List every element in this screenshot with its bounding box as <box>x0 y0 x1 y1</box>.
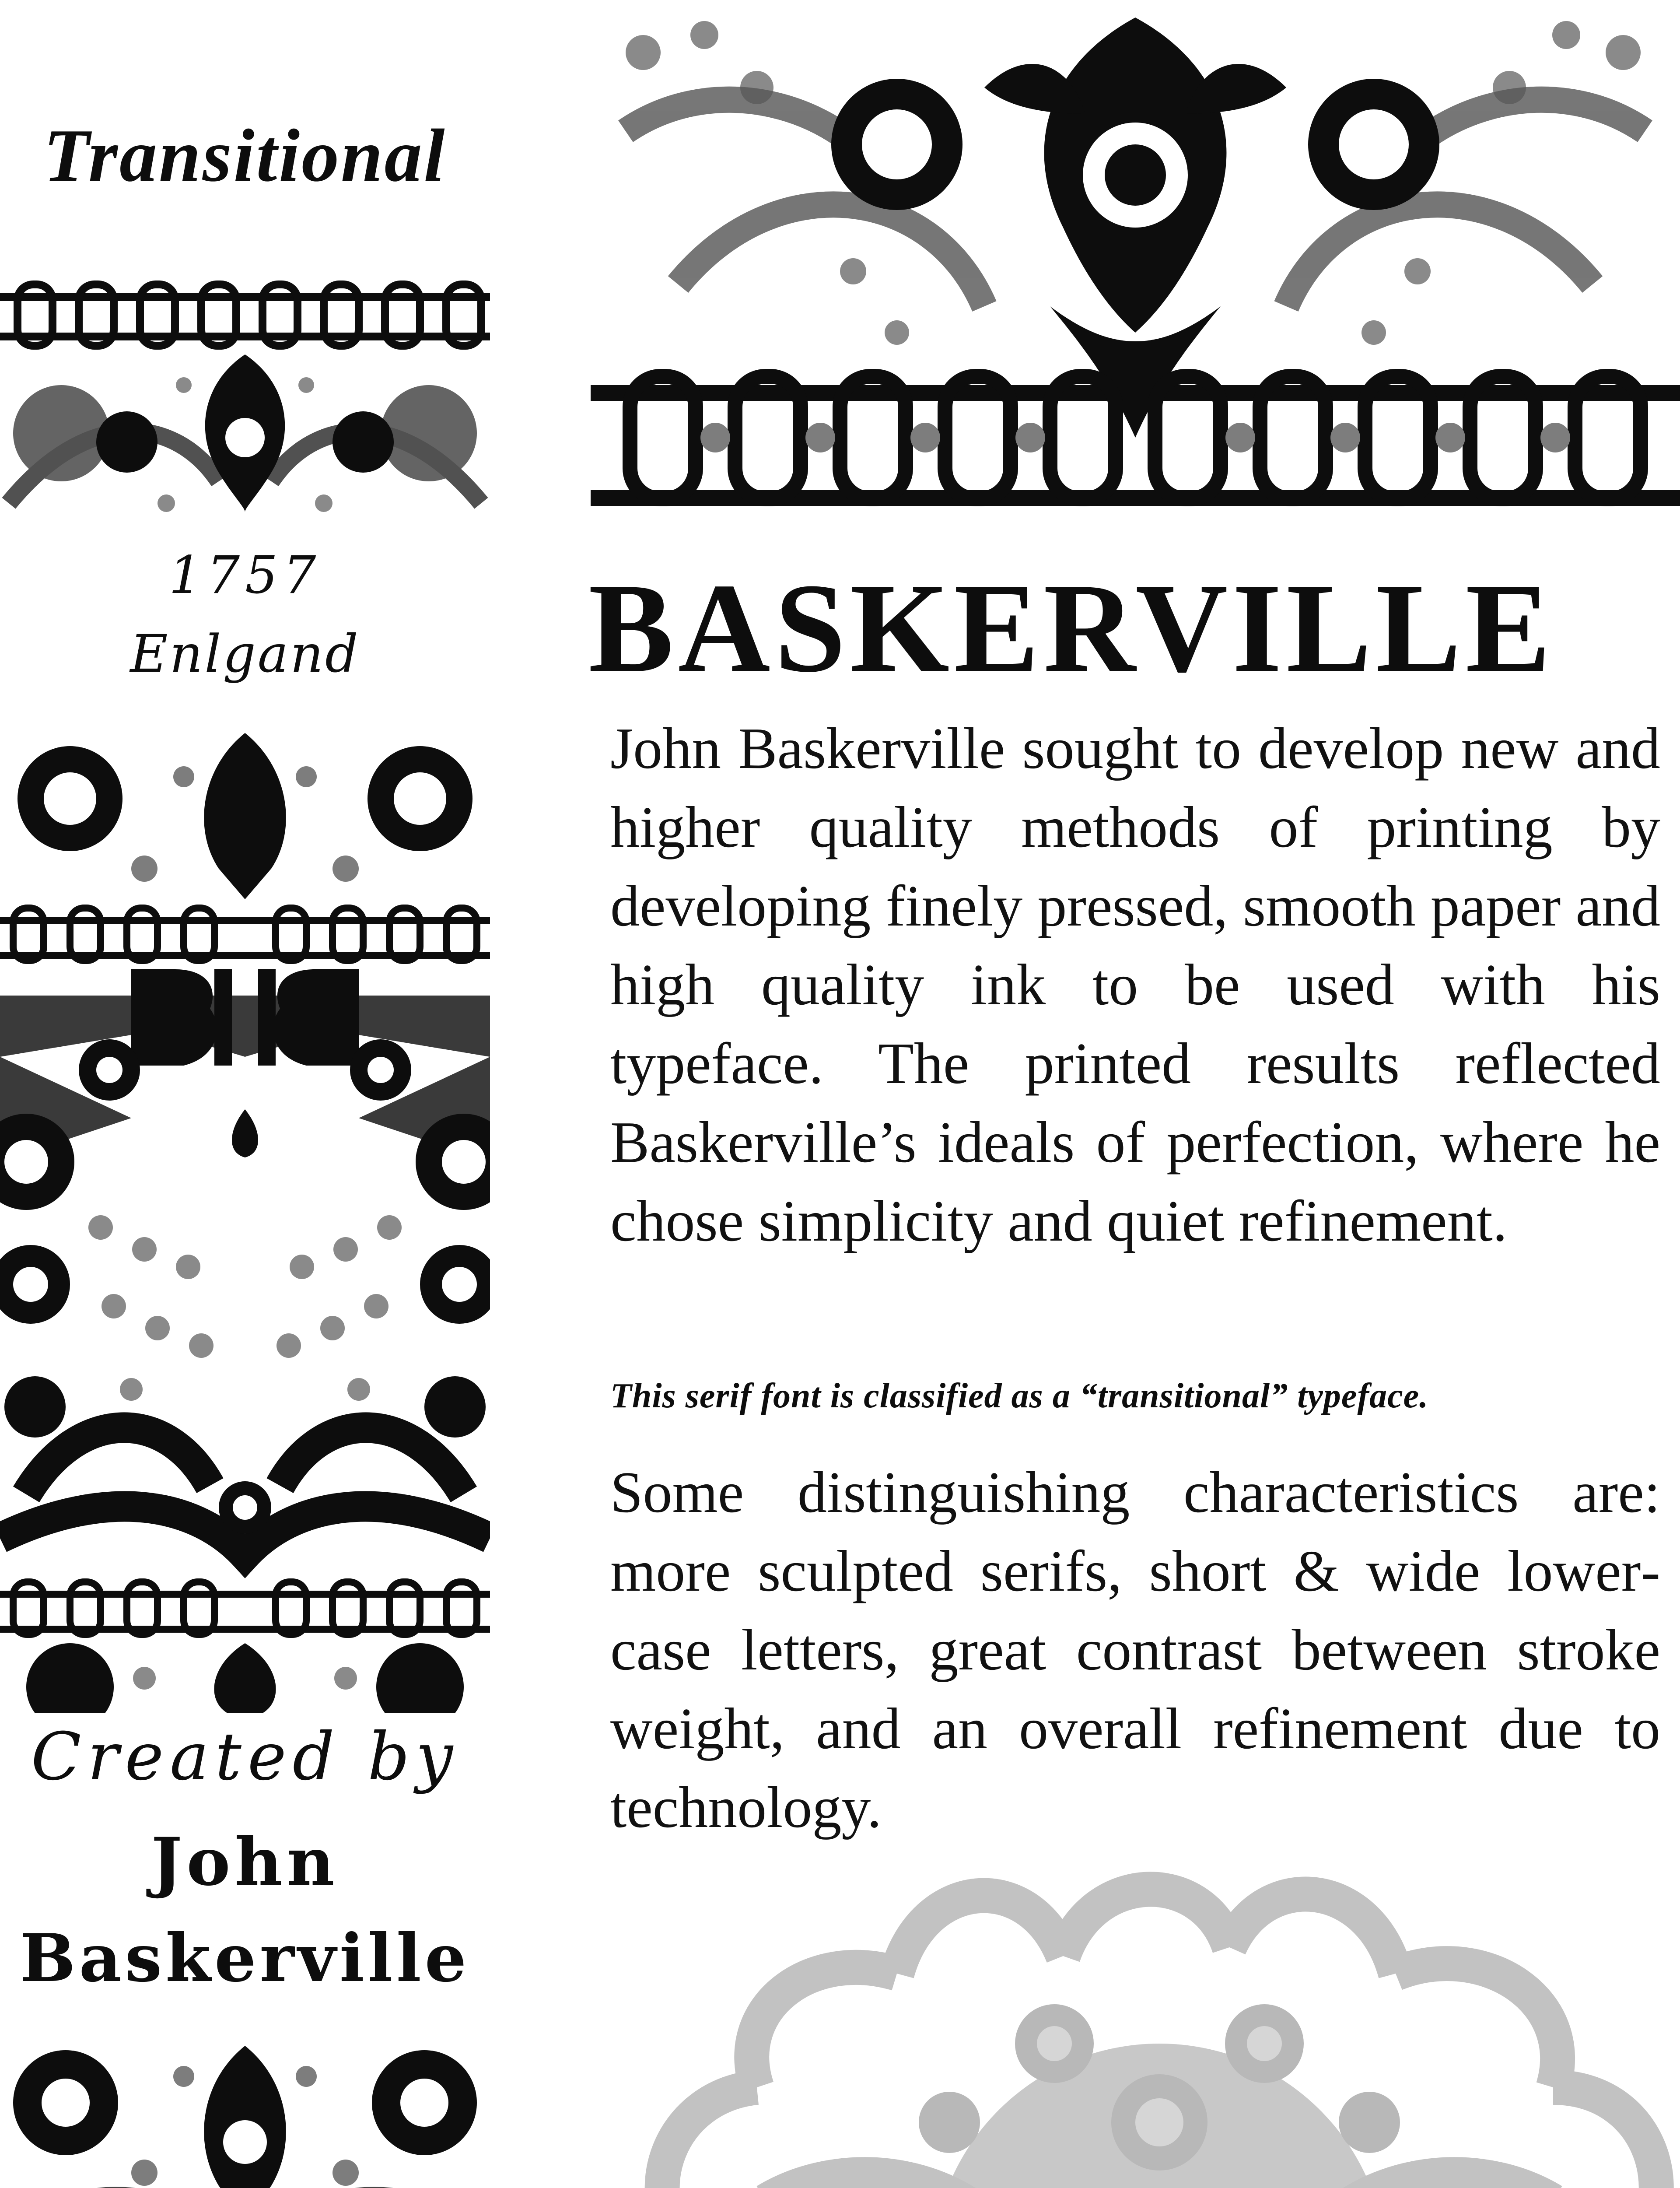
designer-first-name: John <box>151 1823 339 1900</box>
sidebar-pattern-middle <box>0 724 490 1713</box>
characteristics-paragraph: Some distinguishing characteristics are: more sculpted serifs, short & wide lowercase letters, great contrast between stroke weight, and an overall refinement due to technology. <box>610 1460 1660 1840</box>
created-by-label: Created by <box>31 1719 459 1795</box>
faded-rosette-pattern <box>591 1842 1680 2188</box>
hero-kaleidoscope-pattern <box>591 0 1680 519</box>
category-label: Transitional <box>43 114 447 197</box>
year-label: 1757 <box>168 545 322 605</box>
classification-note: This serif font is classified as a “transitional” typeface. <box>610 1377 1429 1415</box>
history-paragraph: John Baskerville sought to develop new and higher quality methods of printing by developing finely pressed, smooth paper and high quality ink to be used with his typeface. The printed results reflected Baskerville’s ideals of perfection, where he chose simplicity and quiet refinement. <box>610 716 1660 1253</box>
page-title: BASKERVILLE <box>588 558 1555 699</box>
sidebar-pattern-top <box>0 276 490 521</box>
designer-last-name: Baskerville <box>20 1920 470 1997</box>
sidebar-pattern-bottom <box>0 2028 490 2188</box>
place-label: Enlgand <box>130 624 360 684</box>
